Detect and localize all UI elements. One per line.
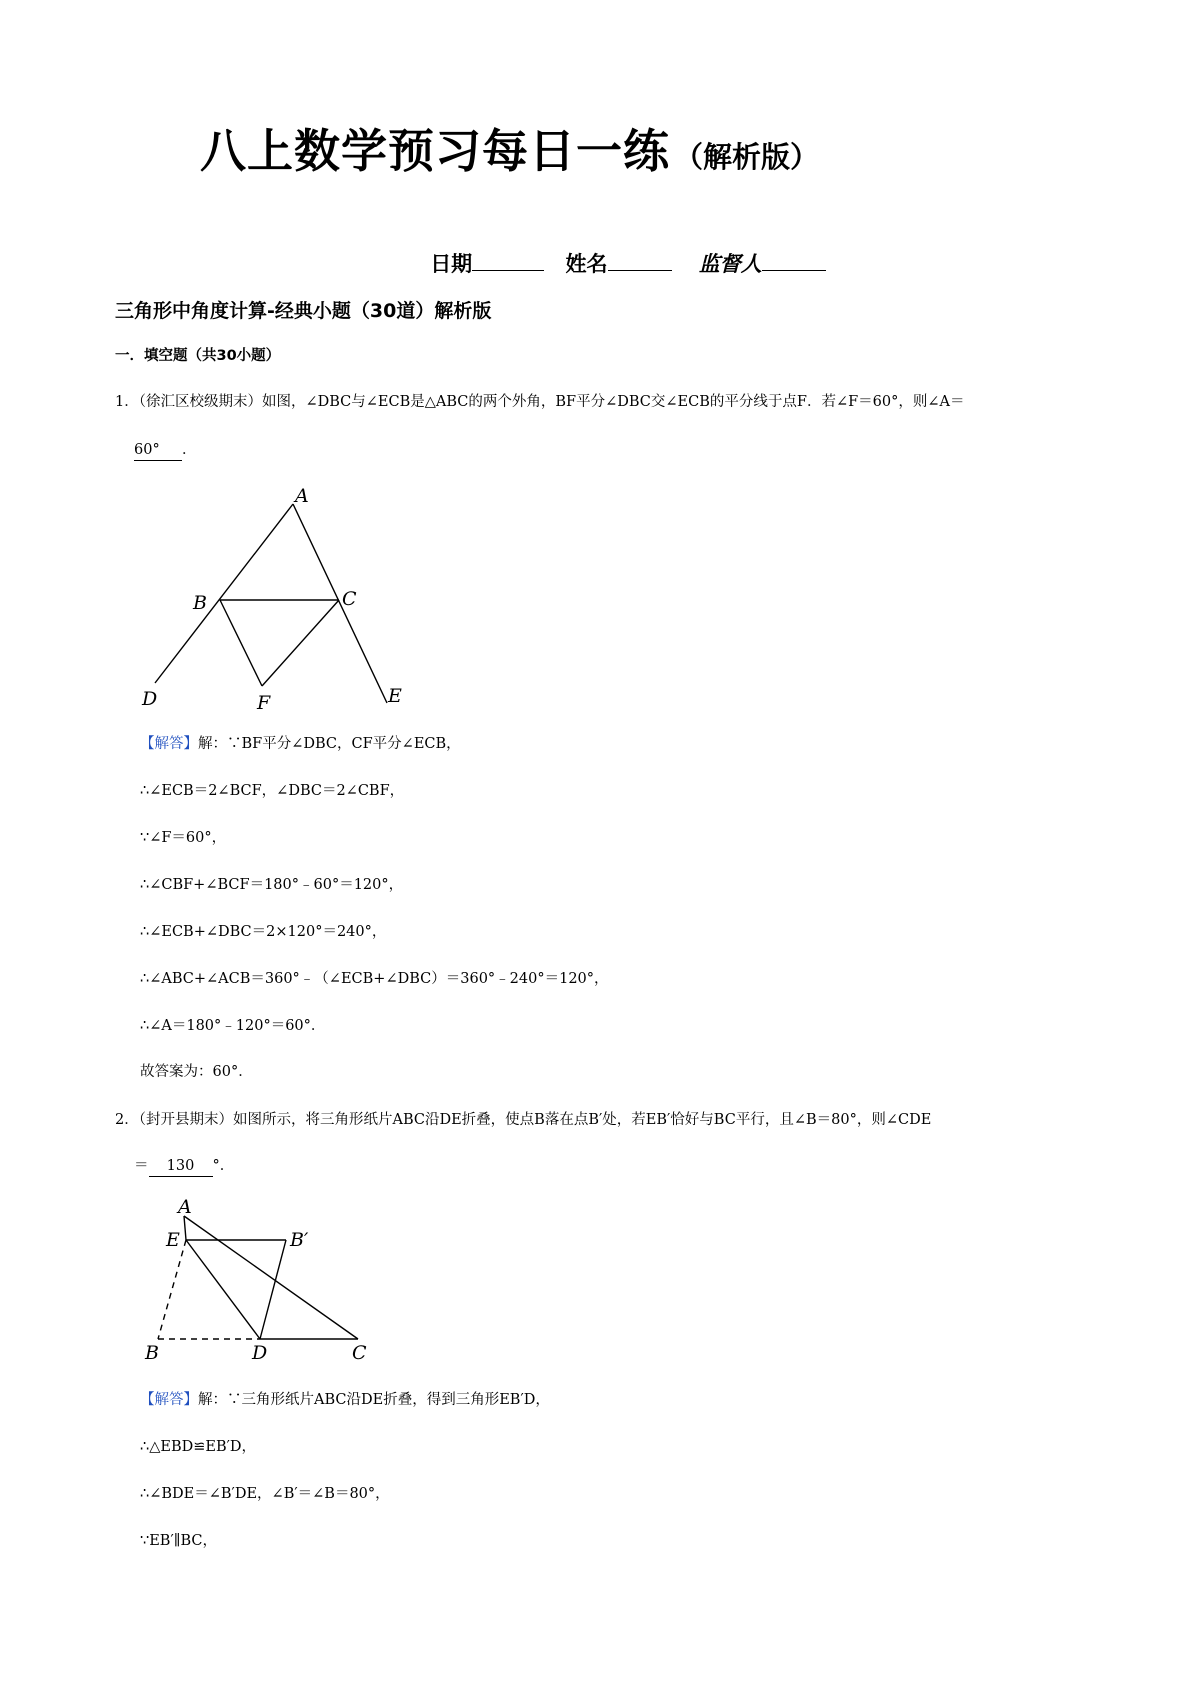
supervisor-label: 监督人 [698,252,762,276]
question-2-figure [140,1196,380,1370]
name-blank [608,270,672,271]
question-1-answer-line [134,440,197,461]
label-c: C [342,588,357,610]
solution-text: 解：∵三角形纸片ABC沿DE折叠，得到三角形EB′D， [198,1392,550,1408]
title-suffix: （解析版） [674,140,820,174]
student-info-line [0,248,1190,278]
question-2-solution-line-3: ∴∠BDE＝∠B′DE，∠B′＝∠B＝80°， [140,1486,390,1502]
section-title: 三角形中角度计算-经典小题（30道）解析版 [115,300,492,322]
segment-b-prime-d [260,1240,286,1339]
question-1-solution-line-1 [140,734,461,754]
segment-e-d [186,1240,260,1339]
label-d: D [252,1342,268,1364]
segment-c-f [262,600,339,686]
segment-a-e [184,1216,186,1240]
label-e: E [166,1229,180,1251]
question-1-solution-line-4: ∴∠CBF+∠BCF＝180°﹣60°＝120°， [140,877,404,893]
question-1-figure [130,478,420,722]
line-a-d [155,504,293,683]
solution-text: 解：∵BF平分∠DBC，CF平分∠ECB， [198,736,461,752]
label-f: F [257,692,271,714]
question-2-answer-line [134,1156,234,1177]
date-blank [472,270,544,271]
document-title [200,115,819,181]
triangle-figure-2 [140,1196,380,1366]
solution-tag: 【解答】 [140,1392,198,1408]
solution-tag: 【解答】 [140,736,198,752]
question-1-solution-line-3: ∵∠F＝60°， [140,830,227,846]
label-b: B [193,592,207,614]
question-1-solution-line-8: 故答案为：60°． [140,1064,253,1080]
triangle-figure-1 [130,478,420,718]
question-1-solution-line-6: ∴∠ABC+∠ACB＝360°﹣（∠ECB+∠DBC）＝360°﹣240°＝120°， [140,971,609,987]
line-a-c [184,1216,358,1339]
question-1-solution-line-5: ∴∠ECB+∠DBC＝2×120°＝240°， [140,924,387,940]
label-b: B [145,1342,159,1364]
label-e: E [388,685,402,707]
question-2-answer-prefix: ＝ [134,1158,149,1174]
title-main: 八上数学预习每日一练 [200,124,670,178]
date-label: 日期 [430,252,473,276]
line-a-e [293,504,387,703]
question-1-answer: 60° [134,440,182,461]
question-1-answer-tail: ． [182,442,197,458]
name-label: 姓名 [565,252,608,276]
question-1-solution-line-7: ∴∠A＝180°﹣120°＝60°． [140,1018,326,1034]
supervisor-blank [762,270,826,271]
label-a: A [295,485,309,507]
question-2-answer: 130 [149,1156,213,1177]
label-b-prime: B′ [290,1229,309,1251]
question-1-solution-line-2: ∴∠ECB＝2∠BCF，∠DBC＝2∠CBF， [140,783,405,799]
question-2-text: 2．（封开县期末）如图所示，将三角形纸片ABC沿DE折叠，使点B落在点B′处，若EB′恰好与BC平行，且∠B＝80°，则∠CDE [115,1112,932,1128]
question-2-solution-line-4: ∵EB′∥BC， [140,1533,217,1549]
segment-b-f [220,600,262,686]
label-d: D [142,688,158,710]
label-a: A [178,1196,192,1218]
dashed-e-b [158,1240,186,1339]
question-2-answer-tail: °． [212,1158,235,1174]
question-1-text: 1．（徐汇区校级期末）如图，∠DBC与∠ECB是△ABC的两个外角，BF平分∠DBC交∠ECB的平分线于点F．若∠F＝60°，则∠A＝ [115,394,965,410]
question-2-solution-line-2: ∴△EBD≌EB′D， [140,1439,257,1455]
label-c: C [352,1342,367,1364]
question-2-solution-line-1 [140,1390,550,1410]
part-title: 一．填空题（共30小题） [115,348,281,364]
